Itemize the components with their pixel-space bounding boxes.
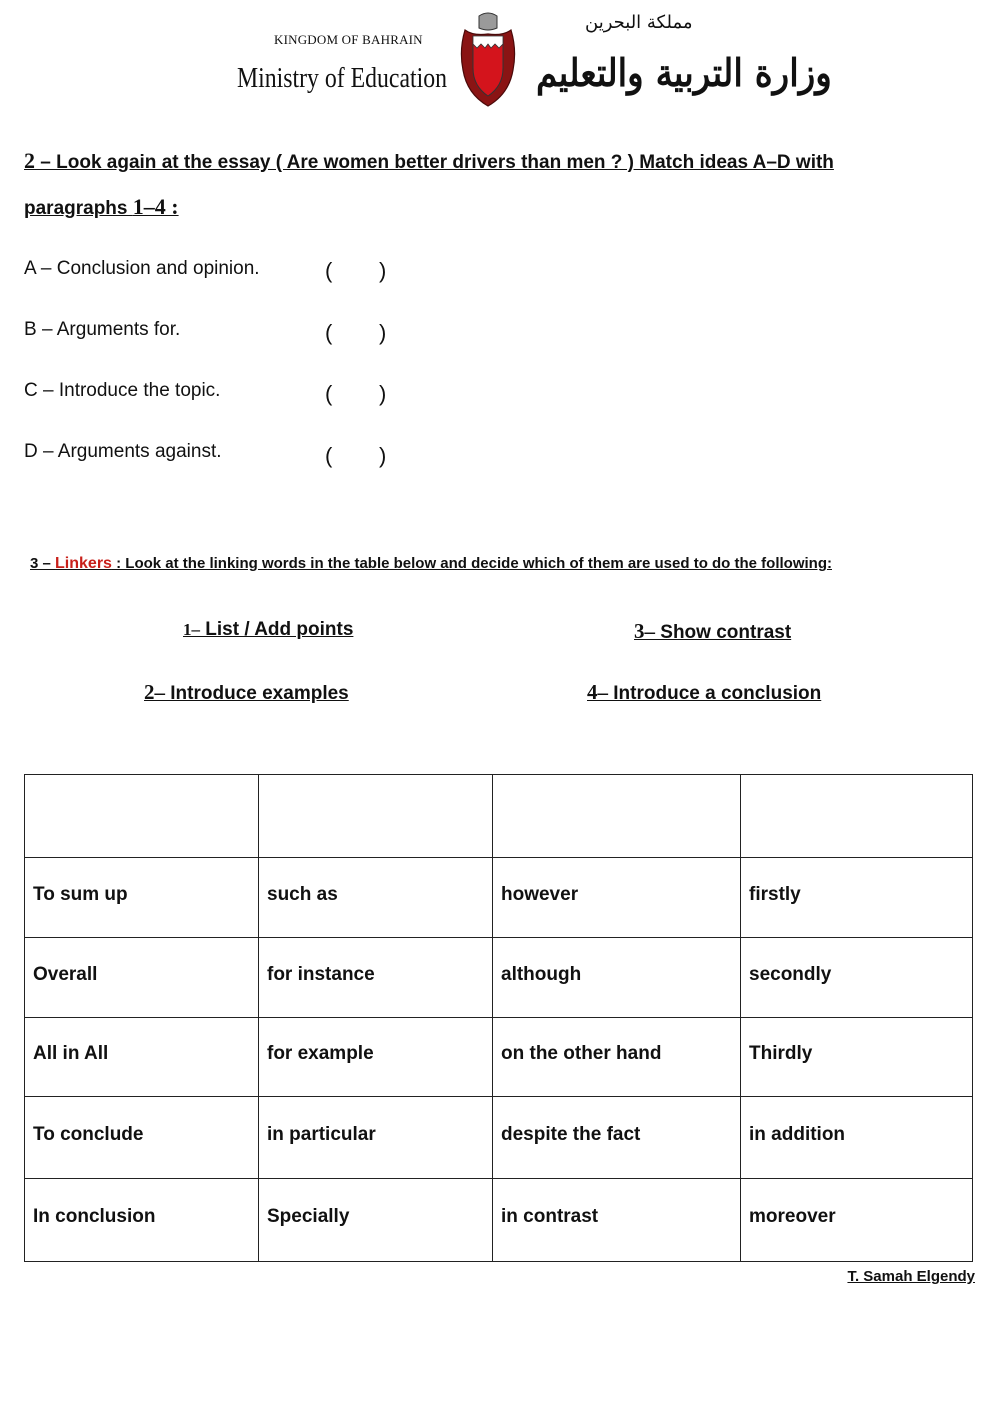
bahrain-crest-icon: [457, 10, 519, 108]
question-2-title-line2: [24, 194, 179, 220]
question-3-text: : Look at the linking words in the table below and decide which of them are used to do the following:: [111, 555, 832, 572]
question-3-instruction: [30, 555, 832, 573]
question-2-paragraphs: paragraphs: [24, 198, 133, 219]
match-item-a: A – Conclusion and opinion.: [24, 258, 260, 279]
answer-cell[interactable]: [493, 775, 741, 858]
answer-box-b[interactable]: ( ): [325, 320, 387, 345]
author-credit: T. Samah Elgendy: [847, 1268, 975, 1285]
ministry-label: Ministry of Education: [237, 62, 448, 94]
answer-cell[interactable]: [25, 775, 259, 858]
answer-cell[interactable]: [741, 775, 973, 858]
answer-box-d[interactable]: ( ): [325, 443, 387, 468]
table-cell: firstly: [741, 858, 973, 938]
arabic-ministry-label: وزارة التربية والتعليم: [536, 50, 832, 95]
answer-box-a[interactable]: ( ): [325, 258, 387, 283]
crest-helm: [479, 13, 497, 30]
arabic-kingdom-label: مملكة البحرين: [585, 12, 693, 33]
table-cell: despite the fact: [493, 1097, 741, 1179]
table-cell: Overall: [25, 938, 259, 1018]
table-row: [25, 1018, 973, 1097]
table-cell: for example: [259, 1018, 493, 1097]
category-list-add-points: 1– List / Add points: [183, 619, 354, 640]
table-header-row: [25, 775, 973, 858]
table-cell: secondly: [741, 938, 973, 1018]
table-row: [25, 1097, 973, 1179]
table-row: [25, 858, 973, 938]
table-cell: for instance: [259, 938, 493, 1018]
table-cell: however: [493, 858, 741, 938]
category-introduce-conclusion: 4– Introduce a conclusion: [587, 680, 822, 704]
table-cell: Thirdly: [741, 1018, 973, 1097]
table-cell: To sum up: [25, 858, 259, 938]
answer-box-c[interactable]: ( ): [325, 381, 387, 406]
linkers-table: [24, 774, 973, 1262]
match-item-c: C – Introduce the topic.: [24, 380, 221, 401]
question-2-number: 2: [24, 148, 35, 173]
table-cell: in particular: [259, 1097, 493, 1179]
table-cell: on the other hand: [493, 1018, 741, 1097]
table-cell: All in All: [25, 1018, 259, 1097]
category-show-contrast: 3– Show contrast: [634, 619, 792, 643]
answer-cell[interactable]: [259, 775, 493, 858]
question-2-text: – Look again at the essay ( Are women better drivers than men ? ) Match ideas A–D with: [35, 152, 834, 173]
table-cell: in contrast: [493, 1179, 741, 1262]
table-cell: in addition: [741, 1097, 973, 1179]
table-row: [25, 938, 973, 1018]
question-2-title: [24, 148, 834, 174]
table-cell: Specially: [259, 1179, 493, 1262]
table-cell: moreover: [741, 1179, 973, 1262]
linkers-keyword: Linkers: [55, 555, 112, 572]
match-item-b: B – Arguments for.: [24, 319, 181, 340]
table-cell: To conclude: [25, 1097, 259, 1179]
table-cell: although: [493, 938, 741, 1018]
category-introduce-examples: 2– Introduce examples: [144, 680, 349, 704]
question-2-range: 1–4 :: [132, 194, 179, 219]
match-item-d: D – Arguments against.: [24, 441, 222, 462]
table-row: [25, 1179, 973, 1262]
table-cell: such as: [259, 858, 493, 938]
kingdom-label: KINGDOM OF BAHRAIN: [274, 32, 423, 47]
question-3-prefix: 3 –: [30, 555, 56, 572]
table-cell: In conclusion: [25, 1179, 259, 1262]
